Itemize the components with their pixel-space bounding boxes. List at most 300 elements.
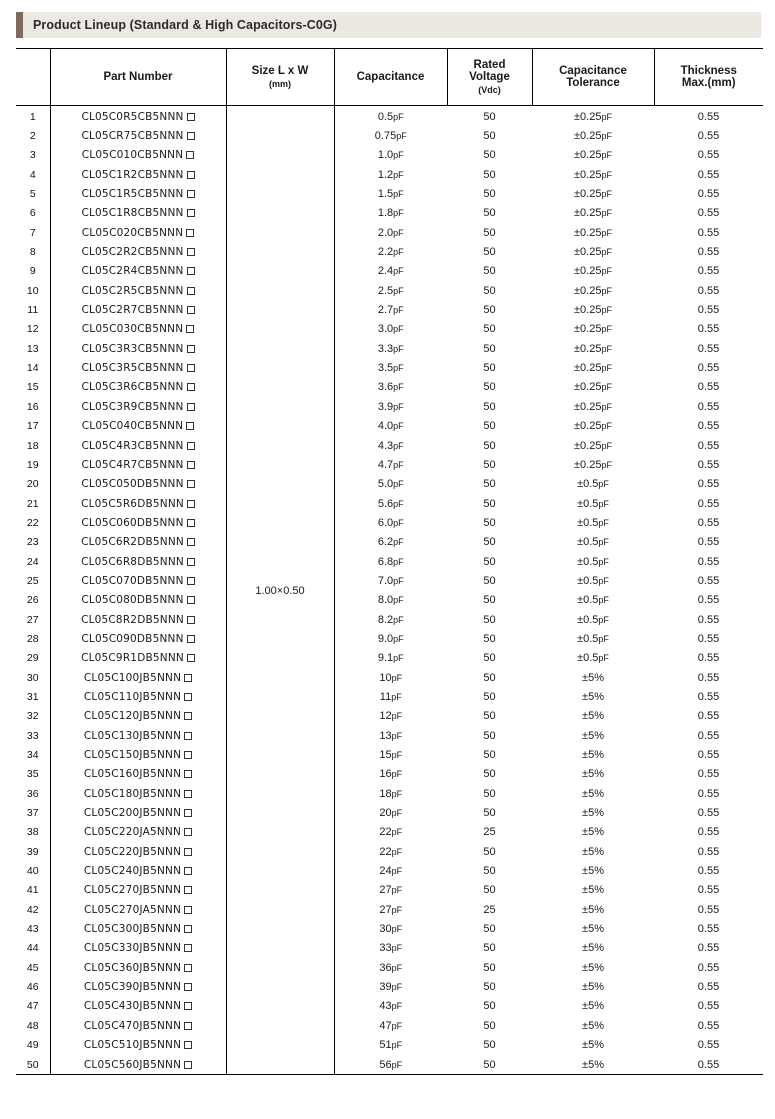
cell-capacitance (334, 745, 447, 764)
table-row (16, 300, 763, 319)
cell-capacitance (334, 165, 447, 184)
plus-minus-icon: ± (574, 420, 581, 433)
cell-capacitance (334, 533, 447, 552)
table-row (16, 765, 763, 784)
tolerance-unit: pF (601, 421, 612, 432)
plus-minus-icon: ± (574, 304, 581, 317)
cell-thickness: 0.55 (654, 1055, 763, 1074)
capacitance-value: 3.3 (377, 342, 394, 355)
checkbox-icon (187, 480, 195, 488)
cell-part-number (50, 339, 226, 358)
cell-thickness: 0.55 (654, 784, 763, 803)
part-number-text: CL05C6R8DB5NNN (81, 555, 184, 568)
table-row (16, 339, 763, 358)
cell-capacitance (334, 939, 447, 958)
row-index: 41 (16, 881, 50, 900)
capacitance-unit: pF (391, 672, 403, 683)
cell-capacitance (334, 629, 447, 648)
column-header-index (16, 49, 50, 106)
cell-capacitance (334, 842, 447, 861)
capacitance-unit: pF (391, 982, 403, 993)
row-index: 44 (16, 939, 50, 958)
cell-rated-voltage: 50 (447, 223, 532, 242)
capacitance-value: 12 (379, 710, 392, 723)
row-index: 20 (16, 475, 50, 494)
checkbox-icon (184, 1022, 192, 1030)
tolerance-value: 5 (588, 710, 595, 723)
cell-capacitance-tolerance (532, 668, 654, 687)
tolerance-value: 5 (588, 729, 595, 742)
tolerance-value: 0.25 (580, 439, 602, 452)
cell-capacitance (334, 242, 447, 261)
part-number-text: CL05C9R1DB5NNN (81, 652, 184, 665)
tolerance-value: 0.25 (580, 420, 602, 433)
page-title-bar (16, 12, 761, 38)
row-index: 19 (16, 455, 50, 474)
part-number-text: CL05C1R5CB5NNN (81, 188, 184, 201)
cell-capacitance (334, 358, 447, 377)
tolerance-value: 0.5 (583, 594, 599, 607)
plus-minus-icon: ± (582, 671, 589, 684)
cell-capacitance (334, 146, 447, 165)
table-row (16, 281, 763, 300)
row-index: 33 (16, 726, 50, 745)
checkbox-icon (184, 1061, 192, 1069)
tolerance-unit: pF (601, 189, 612, 200)
tolerance-unit: % (594, 768, 604, 781)
plus-minus-icon: ± (574, 130, 581, 143)
tolerance-unit: % (594, 1039, 604, 1052)
cell-capacitance (334, 784, 447, 803)
checkbox-icon (187, 383, 195, 391)
capacitance-unit: pF (393, 363, 404, 374)
tolerance-unit: pF (601, 169, 612, 180)
capacitance-unit: pF (393, 208, 404, 219)
part-number-text: CL05C1R2CB5NNN (81, 168, 184, 181)
capacitance-unit: pF (393, 343, 404, 354)
checkbox-icon (187, 171, 195, 179)
capacitance-unit: pF (391, 827, 403, 838)
cell-rated-voltage: 50 (447, 881, 532, 900)
tolerance-value: 0.25 (580, 323, 602, 336)
cell-capacitance-tolerance (532, 726, 654, 745)
part-number-text: CL05C160JB5NNN (83, 768, 182, 781)
tolerance-value: 0.25 (580, 110, 602, 123)
plus-minus-icon: ± (577, 632, 584, 645)
checkbox-icon (184, 828, 192, 836)
row-index: 18 (16, 436, 50, 455)
cell-capacitance-tolerance (532, 358, 654, 377)
cell-capacitance (334, 339, 447, 358)
tolerance-unit: % (594, 903, 604, 916)
row-index: 1 (16, 106, 50, 127)
cell-thickness: 0.55 (654, 765, 763, 784)
cell-part-number (50, 707, 226, 726)
capacitance-value: 15 (379, 749, 392, 762)
tolerance-value: 5 (588, 1019, 595, 1032)
table-row (16, 358, 763, 377)
cell-thickness: 0.55 (654, 397, 763, 416)
plus-minus-icon: ± (582, 1000, 589, 1013)
row-index: 36 (16, 784, 50, 803)
cell-capacitance-tolerance (532, 958, 654, 977)
capacitance-unit: pF (391, 691, 402, 702)
tolerance-value: 0.25 (580, 226, 602, 239)
cell-capacitance (334, 881, 447, 900)
capacitance-value: 10 (379, 671, 392, 684)
table-row (16, 881, 763, 900)
part-number-text: CL05C4R3CB5NNN (81, 439, 184, 452)
cell-thickness: 0.55 (654, 745, 763, 764)
capacitance-unit: pF (391, 943, 403, 954)
part-number-text: CL05C050DB5NNN (81, 478, 184, 491)
checkbox-icon (187, 654, 195, 662)
capacitance-unit: pF (393, 653, 404, 664)
cell-rated-voltage: 25 (447, 823, 532, 842)
part-number-text: CL05C2R4CB5NNN (81, 265, 184, 278)
checkbox-icon (184, 983, 192, 991)
table-row (16, 378, 763, 397)
cell-capacitance (334, 1036, 447, 1055)
cell-capacitance-tolerance (532, 1055, 654, 1074)
table-row (16, 1016, 763, 1035)
cell-capacitance (334, 281, 447, 300)
tolerance-unit: pF (598, 614, 609, 625)
cell-capacitance (334, 649, 447, 668)
tolerance-unit: pF (601, 343, 612, 354)
tolerance-value: 0.25 (580, 400, 602, 413)
plus-minus-icon: ± (574, 265, 581, 278)
capacitance-value: 27 (379, 884, 392, 897)
column-header-thickness-line1: Thickness (680, 65, 737, 77)
tolerance-value: 0.5 (583, 613, 599, 626)
plus-minus-icon: ± (582, 923, 589, 936)
tolerance-value: 5 (588, 961, 595, 974)
cell-thickness: 0.55 (654, 1016, 763, 1035)
capacitance-unit: pF (393, 459, 404, 470)
cell-part-number (50, 591, 226, 610)
cell-thickness: 0.55 (654, 475, 763, 494)
cell-rated-voltage: 50 (447, 1036, 532, 1055)
capacitance-value: 7.0 (377, 574, 394, 587)
part-number-text: CL05C2R2CB5NNN (81, 246, 184, 259)
capacitance-value: 8.0 (377, 594, 394, 607)
cell-rated-voltage: 50 (447, 745, 532, 764)
cell-rated-voltage: 50 (447, 687, 532, 706)
row-index: 40 (16, 861, 50, 880)
tolerance-value: 5 (588, 884, 595, 897)
cell-rated-voltage: 50 (447, 726, 532, 745)
cell-part-number (50, 281, 226, 300)
table-row (16, 106, 763, 127)
tolerance-unit: % (594, 807, 604, 820)
cell-capacitance-tolerance (532, 242, 654, 261)
cell-capacitance (334, 513, 447, 532)
part-number-text: CL05C220JB5NNN (83, 845, 182, 858)
cell-rated-voltage: 50 (447, 861, 532, 880)
cell-capacitance (334, 726, 447, 745)
table-header (16, 49, 763, 106)
row-index: 8 (16, 242, 50, 261)
cell-capacitance-tolerance (532, 494, 654, 513)
cell-capacitance (334, 126, 447, 145)
cell-part-number (50, 745, 226, 764)
cell-capacitance-tolerance (532, 997, 654, 1016)
tolerance-value: 0.25 (580, 284, 602, 297)
plus-minus-icon: ± (582, 690, 589, 703)
cell-rated-voltage: 50 (447, 417, 532, 436)
cell-rated-voltage: 50 (447, 204, 532, 223)
tolerance-unit: pF (601, 208, 612, 219)
cell-rated-voltage: 50 (447, 784, 532, 803)
cell-rated-voltage: 50 (447, 842, 532, 861)
capacitance-unit: pF (391, 788, 403, 799)
table-row (16, 939, 763, 958)
capacitance-value: 36 (379, 961, 392, 974)
cell-part-number (50, 726, 226, 745)
row-index: 11 (16, 300, 50, 319)
table-row (16, 571, 763, 590)
part-number-text: CL05C200JB5NNN (83, 807, 182, 820)
table-row (16, 997, 763, 1016)
capacitance-value: 0.75 (374, 130, 397, 143)
cell-rated-voltage: 50 (447, 106, 532, 127)
table-row (16, 803, 763, 822)
capacitance-value: 1.2 (377, 168, 394, 181)
part-number-text: CL05C300JB5NNN (83, 923, 182, 936)
row-index: 38 (16, 823, 50, 842)
cell-thickness: 0.55 (654, 126, 763, 145)
capacitance-value: 2.2 (377, 246, 394, 259)
plus-minus-icon: ± (574, 323, 581, 336)
row-index: 5 (16, 184, 50, 203)
column-header-rated-voltage (447, 49, 532, 106)
part-number-text: CL05C010CB5NNN (81, 149, 184, 162)
capacitance-value: 3.9 (377, 400, 394, 413)
cell-capacitance (334, 1016, 447, 1035)
checkbox-icon (184, 809, 192, 817)
cell-capacitance (334, 803, 447, 822)
cell-capacitance (334, 494, 447, 513)
cell-capacitance (334, 106, 447, 127)
tolerance-unit: % (594, 749, 604, 762)
cell-thickness: 0.55 (654, 919, 763, 938)
plus-minus-icon: ± (582, 729, 589, 742)
checkbox-icon (184, 770, 192, 778)
cell-rated-voltage: 50 (447, 339, 532, 358)
checkbox-icon (184, 732, 192, 740)
row-index: 43 (16, 919, 50, 938)
cell-capacitance-tolerance (532, 165, 654, 184)
plus-minus-icon: ± (574, 439, 581, 452)
cell-rated-voltage: 50 (447, 320, 532, 339)
table-row (16, 146, 763, 165)
table-row (16, 919, 763, 938)
row-index: 27 (16, 610, 50, 629)
capacitance-value: 4.7 (377, 458, 394, 471)
capacitance-value: 3.5 (377, 362, 394, 375)
capacitance-unit: pF (393, 556, 404, 567)
checkbox-icon (184, 674, 192, 682)
cell-thickness: 0.55 (654, 165, 763, 184)
cell-thickness: 0.55 (654, 184, 763, 203)
capacitance-value: 4.0 (377, 420, 394, 433)
capacitance-value: 2.5 (377, 284, 394, 297)
plus-minus-icon: ± (582, 1019, 589, 1032)
part-number-text: CL05C180JB5NNN (83, 787, 182, 800)
cell-rated-voltage: 50 (447, 533, 532, 552)
cell-thickness: 0.55 (654, 861, 763, 880)
plus-minus-icon: ± (577, 516, 584, 529)
table-body (16, 106, 763, 1075)
cell-capacitance-tolerance (532, 397, 654, 416)
cell-capacitance (334, 436, 447, 455)
capacitance-unit: pF (391, 808, 403, 819)
row-index: 37 (16, 803, 50, 822)
cell-rated-voltage: 50 (447, 358, 532, 377)
checkbox-icon (187, 267, 195, 275)
cell-part-number (50, 881, 226, 900)
cell-capacitance (334, 397, 447, 416)
part-number-text: CL05C2R7CB5NNN (81, 304, 184, 317)
checkbox-icon (187, 287, 195, 295)
part-number-text: CL05C220JA5NNN (83, 826, 182, 839)
cell-capacitance-tolerance (532, 513, 654, 532)
tolerance-value: 5 (588, 826, 595, 839)
capacitance-unit: pF (391, 885, 403, 896)
tolerance-unit: pF (598, 633, 609, 644)
cell-capacitance (334, 687, 447, 706)
tolerance-unit: pF (601, 111, 612, 122)
capacitance-value: 2.4 (377, 265, 394, 278)
cell-thickness: 0.55 (654, 649, 763, 668)
cell-capacitance-tolerance (532, 610, 654, 629)
capacitance-unit: pF (393, 633, 404, 644)
cell-capacitance (334, 707, 447, 726)
cell-rated-voltage: 50 (447, 475, 532, 494)
cell-capacitance (334, 300, 447, 319)
tolerance-value: 0.25 (580, 188, 602, 201)
checkbox-icon (187, 442, 195, 450)
plus-minus-icon: ± (582, 749, 589, 762)
row-index: 15 (16, 378, 50, 397)
cell-thickness: 0.55 (654, 552, 763, 571)
part-number-text: CL05C6R2DB5NNN (81, 536, 184, 549)
row-index: 42 (16, 900, 50, 919)
checkbox-icon (187, 403, 195, 411)
tolerance-value: 5 (588, 845, 595, 858)
cell-part-number (50, 1016, 226, 1035)
cell-capacitance-tolerance (532, 977, 654, 996)
cell-part-number (50, 977, 226, 996)
column-header-rated-voltage-unit: (Vdc) (478, 85, 501, 95)
tolerance-value: 0.5 (583, 555, 599, 568)
row-index: 9 (16, 262, 50, 281)
tolerance-unit: % (594, 884, 604, 897)
tolerance-unit: pF (598, 537, 609, 548)
cell-rated-voltage: 50 (447, 184, 532, 203)
tolerance-value: 5 (588, 942, 595, 955)
part-number-text: CL05C130JB5NNN (83, 729, 182, 742)
cell-thickness: 0.55 (654, 262, 763, 281)
plus-minus-icon: ± (577, 652, 584, 665)
plus-minus-icon: ± (582, 981, 589, 994)
capacitance-value: 13 (379, 729, 392, 742)
cell-thickness: 0.55 (654, 281, 763, 300)
plus-minus-icon: ± (577, 574, 584, 587)
cell-rated-voltage: 50 (447, 649, 532, 668)
plus-minus-icon: ± (582, 845, 589, 858)
tolerance-value: 5 (588, 768, 595, 781)
cell-thickness: 0.55 (654, 320, 763, 339)
plus-minus-icon: ± (574, 188, 581, 201)
plus-minus-icon: ± (574, 458, 581, 471)
checkbox-icon (184, 712, 192, 720)
capacitance-unit: pF (393, 614, 404, 625)
part-number-text: CL05C040CB5NNN (81, 420, 184, 433)
checkbox-icon (187, 558, 195, 566)
cell-rated-voltage: 50 (447, 455, 532, 474)
capacitance-value: 43 (379, 1000, 392, 1013)
part-number-text: CL05C270JA5NNN (83, 903, 182, 916)
plus-minus-icon: ± (574, 381, 581, 394)
plus-minus-icon: ± (574, 149, 581, 162)
cell-part-number (50, 475, 226, 494)
cell-thickness: 0.55 (654, 629, 763, 648)
cell-capacitance-tolerance (532, 281, 654, 300)
cell-part-number (50, 204, 226, 223)
row-index: 3 (16, 146, 50, 165)
tolerance-unit: % (594, 923, 604, 936)
capacitance-value: 39 (379, 981, 392, 994)
tolerance-value: 5 (588, 1058, 595, 1071)
cell-rated-voltage: 50 (447, 1055, 532, 1074)
plus-minus-icon: ± (582, 787, 589, 800)
cell-part-number (50, 436, 226, 455)
cell-rated-voltage: 50 (447, 939, 532, 958)
tolerance-value: 0.5 (583, 652, 599, 665)
cell-thickness: 0.55 (654, 1036, 763, 1055)
tolerance-unit: pF (598, 575, 609, 586)
table-row (16, 842, 763, 861)
tolerance-value: 5 (588, 690, 595, 703)
tolerance-value: 0.25 (580, 246, 602, 259)
tolerance-unit: % (594, 1000, 604, 1013)
capacitance-value: 9.0 (377, 632, 394, 645)
tolerance-value: 0.25 (580, 458, 602, 471)
cell-rated-voltage: 50 (447, 436, 532, 455)
tolerance-unit: pF (598, 595, 609, 606)
capacitance-value: 6.0 (377, 516, 394, 529)
cell-capacitance (334, 765, 447, 784)
plus-minus-icon: ± (577, 555, 584, 568)
cell-capacitance (334, 320, 447, 339)
cell-thickness: 0.55 (654, 513, 763, 532)
cell-capacitance-tolerance (532, 204, 654, 223)
cell-part-number (50, 571, 226, 590)
part-number-text: CL05C090DB5NNN (81, 632, 184, 645)
tolerance-value: 0.5 (583, 536, 599, 549)
part-number-text: CL05C150JB5NNN (83, 749, 182, 762)
plus-minus-icon: ± (574, 362, 581, 375)
tolerance-value: 0.5 (583, 497, 599, 510)
part-number-text: CL05C8R2DB5NNN (81, 613, 184, 626)
capacitance-value: 1.5 (377, 188, 394, 201)
cell-thickness: 0.55 (654, 668, 763, 687)
tolerance-unit: pF (601, 131, 612, 142)
checkbox-icon (184, 693, 192, 701)
part-number-text: CL05C2R5CB5NNN (81, 284, 184, 297)
